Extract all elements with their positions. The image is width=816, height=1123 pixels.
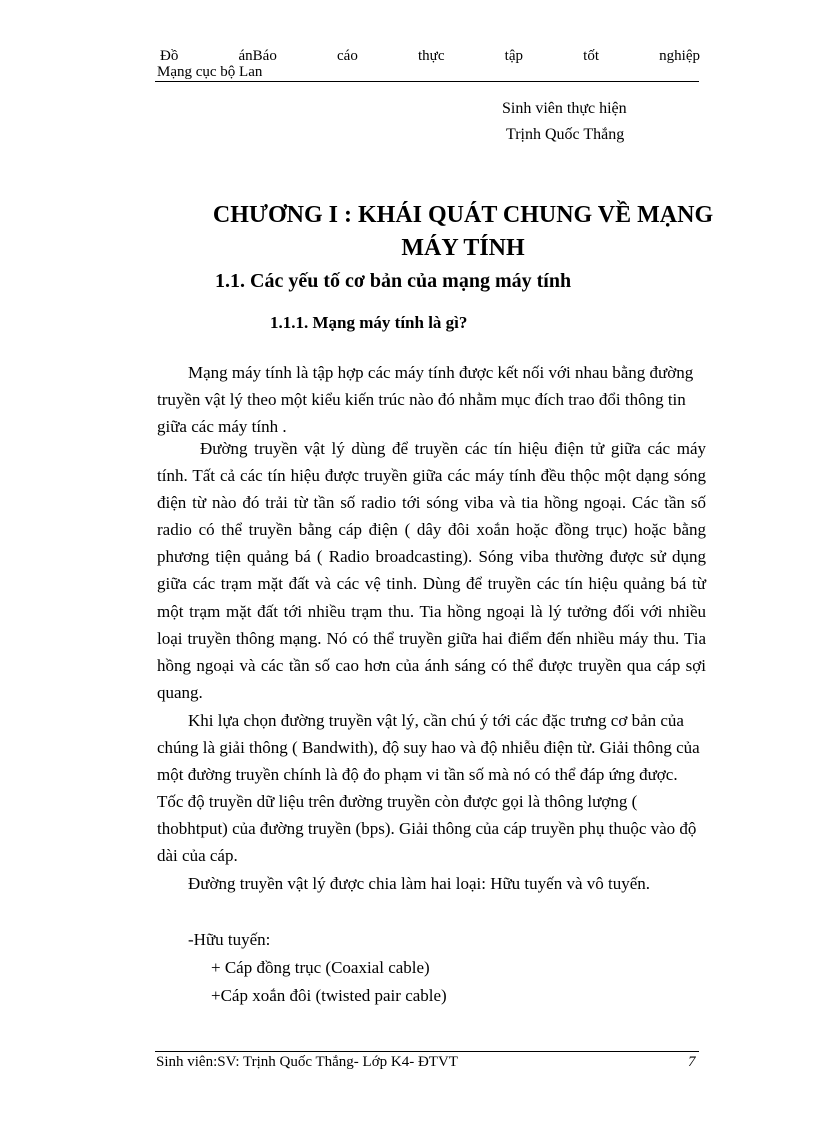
paragraph-text: Khi lựa chọn đường truyền vật lý, cần chú ý tới các đặc trưng cơ bản của chúng là giải thông ( Bandwith), độ suy hao và độ nhiễu điện từ. Giải thông của một đường truyền chính là độ đo phạm vi tần số mà nó có thể đáp ứng được. Tốc độ truyền dữ liệu trên đường truyền còn được gọi là thông lượng ( thobhtput) của đường truyền (bps). Giải thông của cáp truyền phụ thuộc vào độ dài của cáp. [157, 711, 700, 866]
list-heading: -Hữu tuyến: [188, 930, 271, 949]
chapter-title-line: CHƯƠNG I : KHÁI QUÁT CHUNG VỀ MẠNG [212, 202, 714, 228]
header-word: tập [504, 48, 523, 64]
list-item: +Cáp xoắn đôi (twisted pair cable) [211, 986, 447, 1005]
running-header [160, 48, 700, 64]
header-word: tốt [583, 48, 599, 64]
header-divider [155, 81, 699, 82]
paragraph-text: Mạng máy tính là tập hợp các máy tính được kết nối với nhau bằng đường truyền vật lý theo một kiểu kiến trúc nào đó nhằm mục đích trao đổi thông tin giữa các máy tính . [157, 363, 694, 437]
paragraph-text: Đường truyền vật lý được chia làm hai loại: Hữu tuyến và vô tuyến. [188, 874, 651, 893]
section-heading: 1.1. Các yếu tố cơ bản của mạng máy tính [215, 270, 572, 292]
header-word: thực [418, 48, 445, 64]
body-paragraph [157, 435, 706, 706]
header-subtitle: Mạng cục bộ Lan [157, 64, 263, 80]
author-name: Trịnh Quốc Thắng [506, 126, 625, 143]
header-word: nghiệp [659, 48, 700, 64]
paragraph-text: Đường truyền vật lý dùng để truyền các tín hiệu điện tử giữa các máy tính. Tất cả các tín hiệu được truyền giữa các máy tính đều thộc một dạng sóng điện từ nào đó trải từ tần số radio tới sóng viba và tia hồng ngoại. Các tần số radio có thể truyền bằng cáp điện ( dây đôi xoắn hoặc đồng trục) hoặc bằng phương tiện quảng bá ( Radio broadcasting). Sóng viba thường được sử dụng giữa các trạm mặt đất và các vệ tinh. Dùng để truyền các tín hiệu quảng bá từ một trạm mặt đất tới nhiều trạm thu. Tia hồng ngoại là lý tưởng đối với nhiều loại truyền thông mạng. Nó có thể truyền giữa hai điểm đến nhiều máy thu. Tia hồng ngoại và các tần số cao hơn của ánh sáng có thể được truyền qua cáp sợi quang. [157, 439, 706, 702]
author-role: Sinh viên thực hiện [502, 100, 627, 117]
footer-text: Sinh viên:SV: Trịnh Quốc Thắng- Lớp K4- ĐTVT [156, 1054, 458, 1070]
list-item: + Cáp đồng trục (Coaxial cable) [211, 958, 430, 977]
body-paragraph [157, 870, 706, 897]
chapter-title-line: MÁY TÍNH [401, 235, 525, 261]
header-word: Đồ [160, 48, 179, 64]
footer-divider [155, 1051, 699, 1052]
header-word: cáo [337, 48, 358, 64]
page-number: 7 [688, 1054, 696, 1070]
body-paragraph [157, 359, 706, 440]
header-word: ánBáo [238, 48, 277, 64]
body-paragraph [157, 707, 706, 870]
chapter-title [160, 199, 766, 265]
subsection-heading: 1.1.1. Mạng máy tính là gì? [270, 313, 468, 332]
